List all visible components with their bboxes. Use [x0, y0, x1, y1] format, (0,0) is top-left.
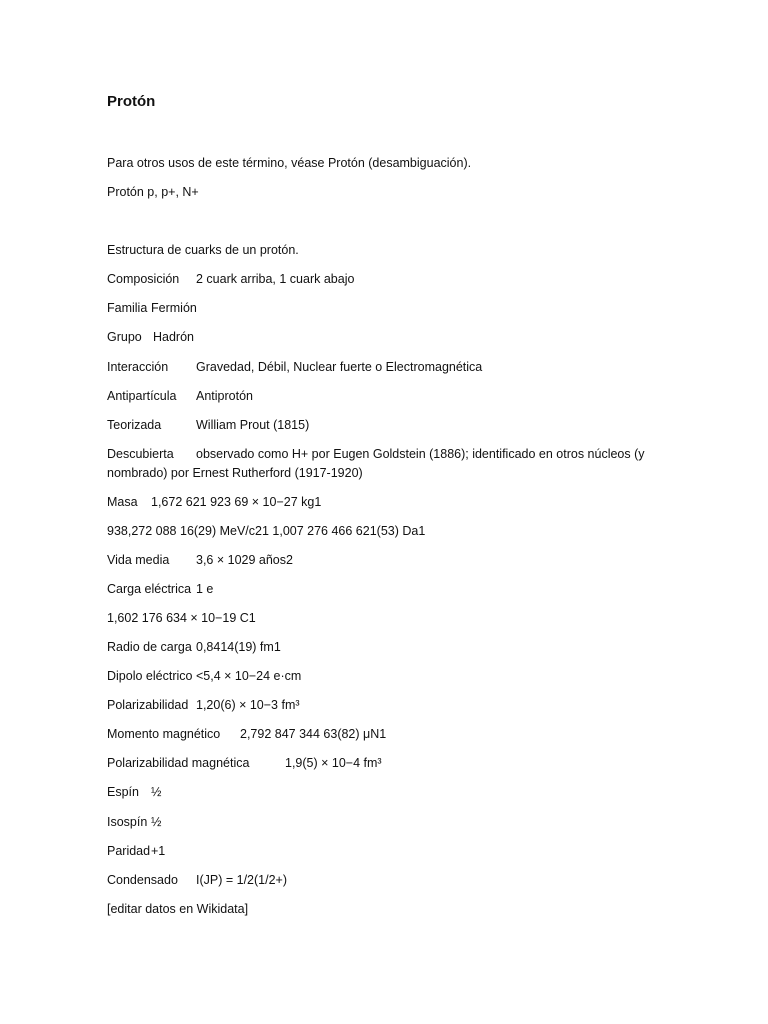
row-label: Familia [107, 301, 148, 315]
row-value: 2 cuark arriba, 1 cuark abajo [196, 272, 355, 286]
row-espin [107, 783, 161, 802]
row-value: 0,8414(19) fm1 [196, 640, 281, 654]
row-label: Momento magnético [107, 727, 221, 741]
row-value: William Prout (1815) [196, 418, 310, 432]
row-label: Composición [107, 272, 180, 286]
row-value: 1 e [196, 582, 214, 596]
row-paridad [107, 842, 165, 861]
row-descubierta [107, 445, 667, 483]
row-antiparticula [107, 387, 253, 406]
row-value: 2,792 847 344 63(82) μN1 [240, 727, 387, 741]
row-familia [107, 299, 197, 318]
row-label: Paridad [107, 844, 151, 858]
page-title: Protón [107, 93, 156, 110]
row-interaccion [107, 358, 482, 377]
row-label: Polarizabilidad magnética [107, 756, 250, 770]
row-value: +1 [151, 844, 166, 858]
row-polarizabilidad [107, 696, 300, 715]
row-radio [107, 638, 281, 657]
row-teorizada [107, 416, 309, 435]
row-value: Hadrón [153, 330, 194, 344]
row-value: Fermión [151, 301, 197, 315]
row-label: Masa [107, 495, 138, 509]
row-value: Gravedad, Débil, Nuclear fuerte o Electromagnética [196, 360, 483, 374]
row-label: Vida media [107, 553, 170, 567]
row-carga [107, 580, 213, 599]
row-label: Interacción [107, 360, 169, 374]
row-label: Antipartícula [107, 389, 177, 403]
row-polarizabilidad-magnetica [107, 754, 382, 773]
row-label: Dipolo eléctrico [107, 669, 193, 683]
row-label: Condensado [107, 873, 178, 887]
row-value: 3,6 × 1029 años2 [196, 553, 293, 567]
disambiguation-note: Para otros usos de este término, véase Protón (desambiguación). [107, 156, 472, 170]
row-label: Espín [107, 785, 139, 799]
row-value: Antiprotón [196, 389, 253, 403]
row-vida-media [107, 551, 293, 570]
particle-symbols: Protón p, p+, N+ [107, 185, 199, 199]
row-value: <5,4 × 10−24 e·cm [196, 669, 302, 683]
row-value: 1,9(5) × 10−4 fm³ [285, 756, 382, 770]
edit-wikidata-link[interactable]: [editar datos en Wikidata] [107, 902, 249, 916]
row-label: Grupo [107, 330, 142, 344]
row-value: 1,20(6) × 10−3 fm³ [196, 698, 300, 712]
row-value: 1,672 621 923 69 × 10−27 kg1 [151, 495, 322, 509]
row-condensado [107, 871, 287, 890]
row-momento-magnetico [107, 725, 386, 744]
image-caption: Estructura de cuarks de un protón. [107, 243, 299, 257]
row-label: Radio de carga [107, 640, 192, 654]
row-value: ½ [151, 785, 162, 799]
row-value: I(JP) = 1/2(1/2+) [196, 873, 288, 887]
row-composicion [107, 270, 354, 289]
row-masa [107, 493, 321, 512]
row-value: ½ [151, 815, 162, 829]
row-label: Descubierta [107, 447, 174, 461]
row-carga-extra: 1,602 176 634 × 10−19 C1 [107, 611, 256, 625]
row-dipolo [107, 667, 301, 686]
row-label: Isospín [107, 815, 148, 829]
row-label: Carga eléctrica [107, 582, 192, 596]
row-value: observado como H+ por Eugen Goldstein (1886); identificado en otros núcleos (y nombrado) por Ernest Rutherford (1917-1920) [107, 447, 645, 480]
row-isospin [107, 813, 161, 832]
row-grupo [107, 328, 194, 347]
row-label: Polarizabilidad [107, 698, 189, 712]
row-masa-extra: 938,272 088 16(29) MeV/c21 1,007 276 466 621(53) Da1 [107, 524, 426, 538]
row-label: Teorizada [107, 418, 162, 432]
